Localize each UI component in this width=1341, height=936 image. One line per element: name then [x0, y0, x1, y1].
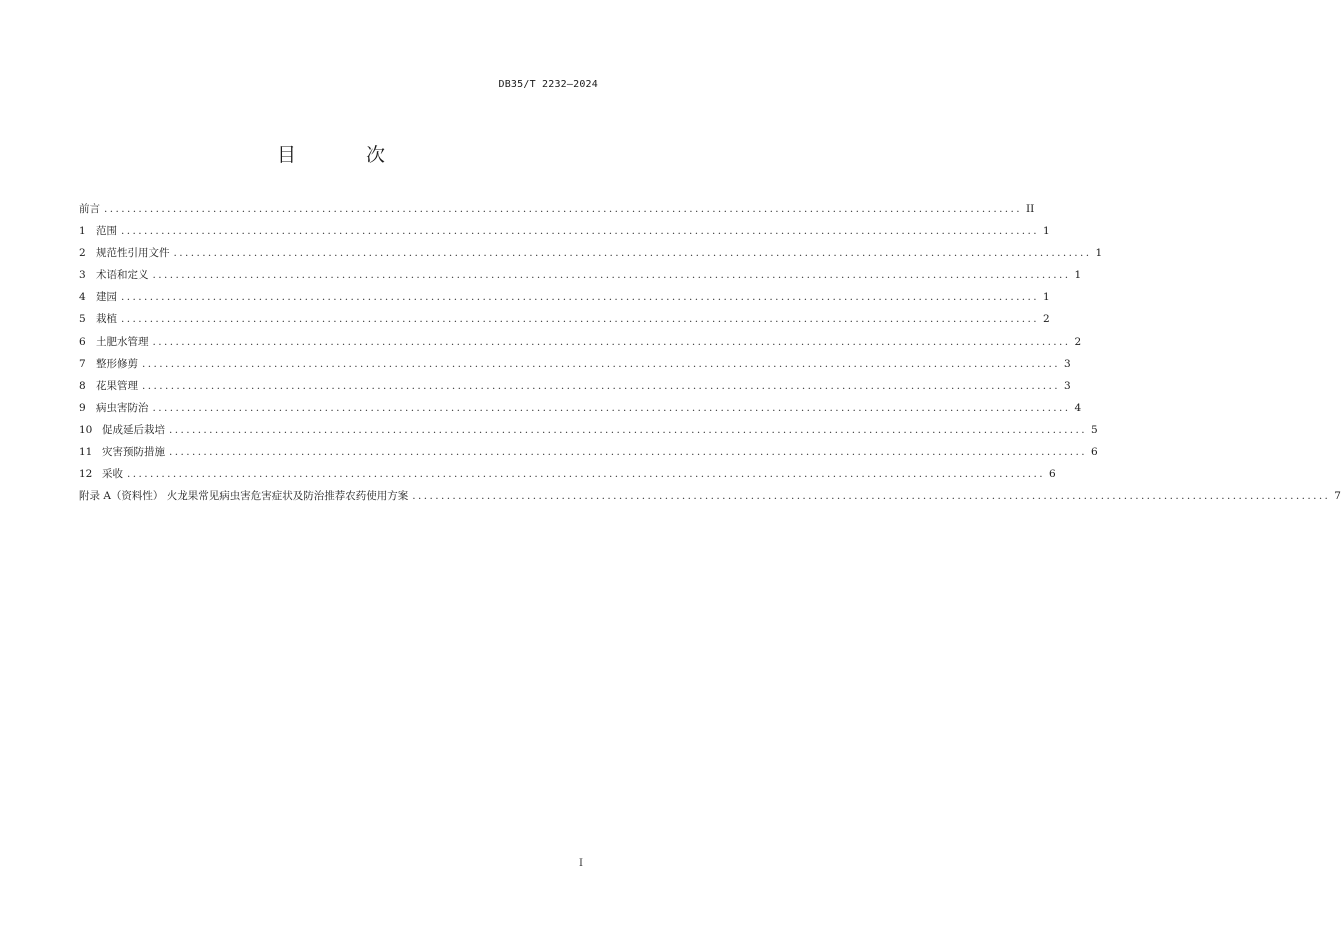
toc-entry-number: 5: [79, 313, 86, 326]
toc-entry-number: 7: [79, 357, 86, 370]
toc-entry-label: 术语和定义: [96, 269, 149, 282]
toc-entry-page: 3: [1064, 379, 1071, 392]
toc-entry-foreword[interactable]: [79, 198, 1035, 220]
toc-entry-4[interactable]: [79, 286, 1050, 308]
toc-entry-label: 范围: [96, 225, 117, 238]
toc-entry-number: 2: [79, 247, 86, 260]
toc-entry-10[interactable]: [79, 419, 1098, 441]
toc-dot-leader: ................................................................................................................................................................: [142, 379, 1061, 392]
toc-entry-label: 促成延后栽培: [102, 423, 165, 436]
toc-dot-leader: ................................................................................................................................................................: [127, 468, 1046, 481]
toc-entry-page: 3: [1064, 357, 1071, 370]
page-number: I: [579, 858, 583, 869]
table-of-contents: [79, 198, 1341, 507]
toc-entry-number: 6: [79, 335, 86, 348]
toc-dot-leader: ................................................................................................................................................................: [121, 291, 1040, 304]
toc-dot-leader: ................................................................................................................................................................: [169, 446, 1088, 459]
toc-entry-page: II: [1026, 203, 1035, 215]
toc-entry-number: 8: [79, 379, 86, 392]
toc-entry-number: 1: [79, 225, 86, 238]
toc-entry-label: 采收: [102, 468, 123, 481]
toc-entry-number: 9: [79, 401, 86, 414]
toc-entry-number: 3: [79, 269, 86, 282]
toc-dot-leader: ................................................................................................................................................................: [104, 203, 1023, 215]
toc-entry-label: 土肥水管理: [96, 335, 149, 348]
toc-entry-label: 建园: [96, 291, 117, 304]
toc-entry-number: 12: [79, 468, 93, 481]
toc-entry-12[interactable]: [79, 463, 1056, 485]
toc-dot-leader: ................................................................................................................................................................: [152, 401, 1071, 414]
toc-entry-page: 4: [1074, 401, 1082, 414]
toc-dot-leader: ................................................................................................................................................................: [121, 225, 1040, 238]
toc-entry-page: 1: [1043, 225, 1050, 238]
toc-dot-leader: ................................................................................................................................................................: [173, 247, 1092, 260]
toc-entry-page: 1: [1043, 291, 1050, 304]
toc-entry-label: 前言: [79, 203, 100, 215]
toc-entry-number: 11: [79, 446, 93, 459]
toc-dot-leader: ................................................................................................................................................................: [412, 490, 1331, 503]
toc-entry-6[interactable]: [79, 331, 1082, 353]
toc-dot-leader: ................................................................................................................................................................: [121, 313, 1040, 326]
toc-entry-2[interactable]: [79, 242, 1103, 264]
toc-dot-leader: ................................................................................................................................................................: [142, 357, 1061, 370]
toc-entry-label: 整形修剪: [96, 357, 138, 370]
toc-entry-number: 4: [79, 291, 86, 304]
toc-dot-leader: ................................................................................................................................................................: [152, 335, 1071, 348]
toc-entry-page: 1: [1095, 247, 1103, 260]
toc-entry-appendix-a[interactable]: [79, 485, 1341, 507]
toc-entry-5[interactable]: [79, 308, 1050, 330]
toc-entry-label: 花果管理: [96, 379, 138, 392]
toc-entry-page: 6: [1091, 446, 1098, 459]
toc-entry-7[interactable]: [79, 353, 1071, 375]
page-title: 目 次: [276, 144, 418, 166]
toc-entry-9[interactable]: [79, 397, 1082, 419]
toc-entry-label: 规范性引用文件: [96, 247, 170, 260]
toc-entry-number: 10: [79, 423, 93, 436]
toc-entry-1[interactable]: [79, 220, 1050, 242]
toc-entry-page: 1: [1074, 269, 1082, 282]
toc-entry-label: 病虫害防治: [96, 401, 149, 414]
toc-entry-page: 5: [1091, 423, 1098, 436]
toc-entry-8[interactable]: [79, 375, 1071, 397]
toc-entry-page: 7: [1334, 490, 1341, 503]
toc-dot-leader: ................................................................................................................................................................: [152, 269, 1071, 282]
toc-entry-label: 栽植: [96, 313, 117, 326]
standard-code: DB35/T 2232—2024: [498, 79, 598, 90]
toc-entry-label: 灾害预防措施: [102, 446, 165, 459]
toc-entry-label: 附录 A（资料性） 火龙果常见病虫害危害症状及防治推荐农药使用方案: [79, 490, 409, 503]
toc-entry-page: 2: [1043, 313, 1050, 326]
toc-entry-3[interactable]: [79, 264, 1082, 286]
toc-entry-page: 2: [1074, 335, 1082, 348]
toc-entry-11[interactable]: [79, 441, 1098, 463]
toc-entry-page: 6: [1049, 468, 1056, 481]
toc-dot-leader: ................................................................................................................................................................: [169, 423, 1088, 436]
